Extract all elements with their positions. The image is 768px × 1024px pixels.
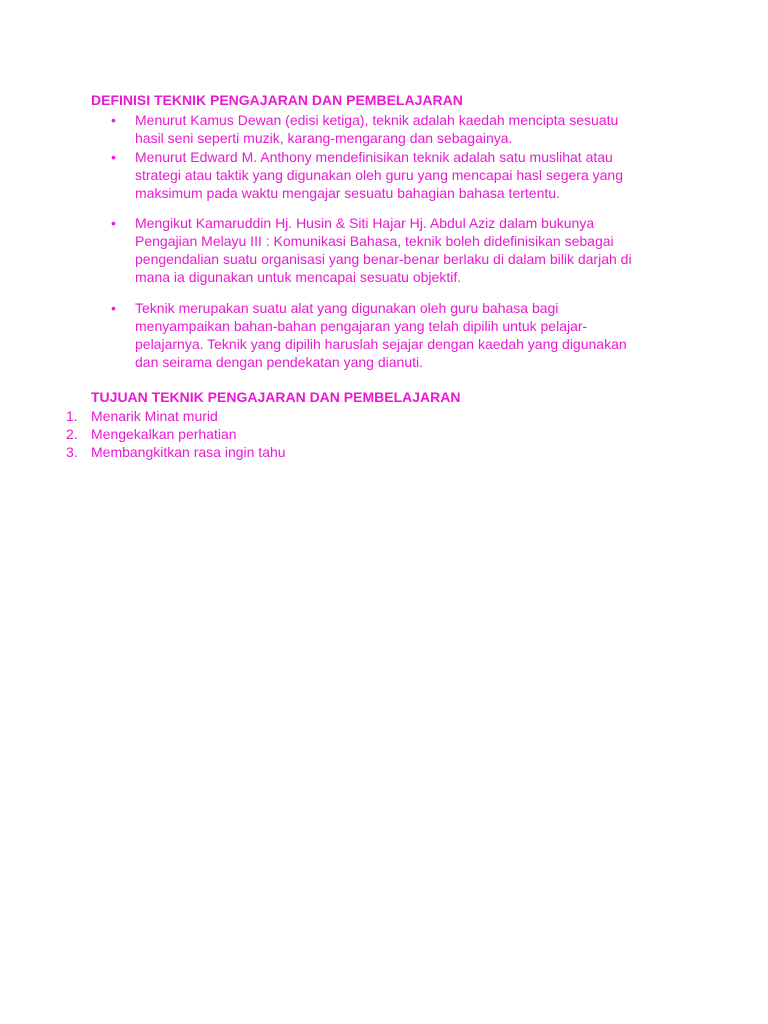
- item-number: 3.: [66, 444, 78, 460]
- item-number: 2.: [66, 426, 78, 442]
- bullet-item: [108, 148, 623, 202]
- bullet-item: [108, 111, 618, 147]
- bullet-item: [108, 214, 632, 286]
- bullet-text-line: pengendalian suatu organisasi yang benar-benar berlaku di dalam bilik darjah di: [135, 251, 632, 267]
- bullet-text-line: strategi atau taktik yang digunakan oleh guru yang mencapai hasl segera yang: [135, 167, 623, 183]
- bullet-text-line: Teknik merupakan suatu alat yang digunakan oleh guru bahasa bagi: [135, 300, 559, 316]
- purpose-numbered-list: [66, 407, 286, 461]
- bullet-text-line: Pengajian Melayu III : Komunikasi Bahasa, teknik boleh didefinisikan sebagai: [135, 233, 614, 249]
- bullet-text-line: Menurut Edward M. Anthony mendefinisikan teknik adalah satu muslihat atau: [135, 149, 613, 165]
- numbered-item: [66, 425, 286, 443]
- numbered-item: [66, 407, 286, 425]
- bullet-text-line: Mengikut Kamaruddin Hj. Husin & Siti Hajar Hj. Abdul Aziz dalam bukunya: [135, 215, 595, 231]
- bullet-text-line: Menurut Kamus Dewan (edisi ketiga), teknik adalah kaedah mencipta sesuatu: [135, 112, 619, 128]
- bullet-text-line: maksimum pada waktu mengajar sesuatu bahagian bahasa tertentu.: [135, 185, 560, 201]
- bullet-text-line: hasil seni seperti muzik, karang-mengarang dan sebagainya.: [135, 130, 513, 146]
- definition-bullet-list: [108, 0, 668, 380]
- item-text: Membangkitkan rasa ingin tahu: [91, 444, 286, 460]
- bullet-icon: •: [111, 112, 116, 128]
- item-number: 1.: [66, 408, 78, 424]
- bullet-icon: •: [111, 215, 116, 231]
- item-text: Menarik Minat murid: [91, 408, 218, 424]
- item-text: Mengekalkan perhatian: [91, 426, 237, 442]
- section-heading-definisi: DEFINISI TEKNIK PENGAJARAN DAN PEMBELAJARAN: [91, 92, 463, 108]
- bullet-icon: •: [111, 300, 116, 316]
- bullet-item: [108, 299, 627, 371]
- bullet-text-line: dan seirama dengan pendekatan yang dianuti.: [135, 354, 423, 370]
- bullet-text-line: menyampaikan bahan-bahan pengajaran yang telah dipilih untuk pelajar-: [135, 318, 588, 334]
- numbered-item: [66, 443, 286, 461]
- bullet-text-line: pelajarnya. Teknik yang dipilih haruslah sejajar dengan kaedah yang digunakan: [135, 336, 627, 352]
- section-heading-tujuan: TUJUAN TEKNIK PENGAJARAN DAN PEMBELAJARAN: [91, 389, 461, 405]
- bullet-icon: •: [111, 149, 116, 165]
- bullet-text-line: mana ia digunakan untuk mencapai sesuatu objektif.: [135, 269, 462, 285]
